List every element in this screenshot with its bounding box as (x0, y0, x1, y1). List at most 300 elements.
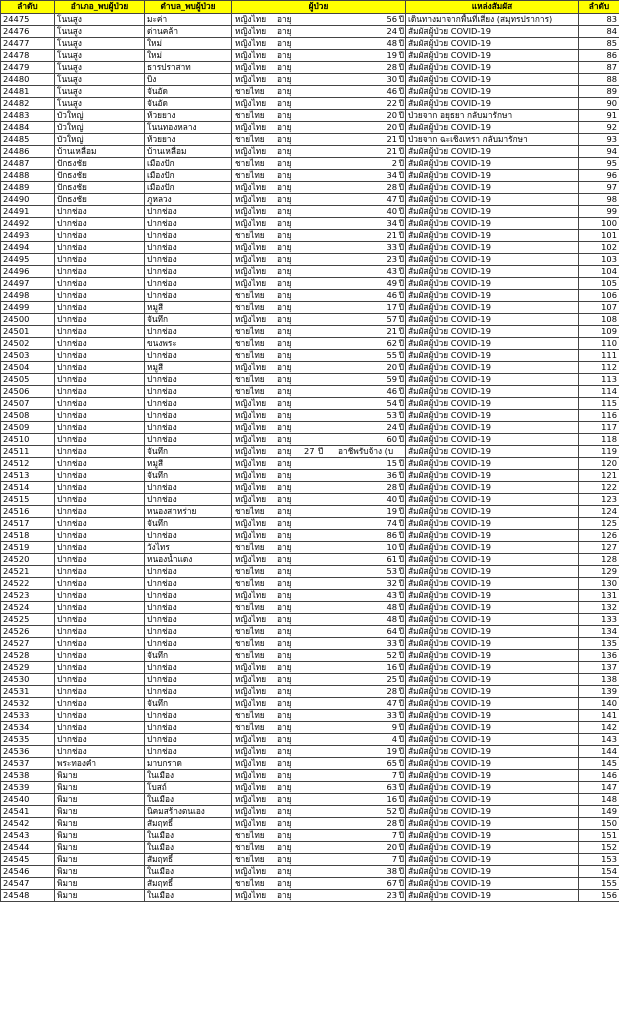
patient-age-prefix: อายุ (277, 265, 292, 276)
patient-age-unit: ปี (398, 877, 404, 888)
cell-seq: 148 (579, 793, 619, 805)
patient-age: 10 (386, 541, 397, 552)
patient-age-unit: ปี (398, 553, 404, 564)
cell-source: สัมผัสผู้ป่วย COVID-19 (406, 529, 579, 541)
cell-patient (232, 337, 406, 349)
cell-seq: 121 (579, 469, 619, 481)
cell-id: 24534 (1, 721, 55, 733)
cell-id: 24515 (1, 493, 55, 505)
patient-age-prefix: อายุ (277, 505, 292, 516)
cell-source: สัมผัสผู้ป่วย COVID-19 (406, 541, 579, 553)
patient-age-unit: ปี (398, 565, 404, 576)
patient-age-unit: ปี (398, 889, 404, 900)
table-row (1, 361, 619, 373)
patient-age: 15 (386, 457, 397, 468)
cell-source: สัมผัสผู้ป่วย COVID-19 (406, 373, 579, 385)
table-row (1, 85, 619, 97)
cell-subdistrict: ในเมือง (145, 829, 232, 841)
cell-subdistrict: สัมฤทธิ์ (145, 877, 232, 889)
table-row (1, 181, 619, 193)
patient-age: 34 (386, 217, 397, 228)
table-row (1, 229, 619, 241)
patient-age: 24 (386, 25, 397, 36)
cell-id: 24541 (1, 805, 55, 817)
cell-district: ปากช่อง (55, 301, 145, 313)
cell-district: ปากช่อง (55, 469, 145, 481)
header-subdistrict: ตำบล_พบผู้ป่วย (145, 1, 232, 14)
patient-age-prefix: อายุ (277, 865, 292, 876)
patient-age-unit: ปี (398, 685, 404, 696)
cell-source: สัมผัสผู้ป่วย COVID-19 (406, 589, 579, 601)
table-row (1, 37, 619, 49)
patient-gender: หญิงไทย (235, 25, 267, 36)
cell-district: ปักธงชัย (55, 157, 145, 169)
cell-district: พิมาย (55, 817, 145, 829)
cell-seq: 101 (579, 229, 619, 241)
cell-district: ปากช่อง (55, 745, 145, 757)
patient-gender: หญิงไทย (235, 817, 267, 828)
cell-seq: 134 (579, 625, 619, 637)
cell-seq: 137 (579, 661, 619, 673)
cell-id: 24477 (1, 37, 55, 49)
cell-subdistrict: ปากช่อง (145, 745, 232, 757)
cell-id: 24475 (1, 13, 55, 25)
cell-id: 24490 (1, 193, 55, 205)
cell-id: 24501 (1, 325, 55, 337)
patient-age-unit: ปี (398, 301, 404, 312)
patient-gender: ชายไทย (235, 541, 265, 552)
cell-id: 24535 (1, 733, 55, 745)
patient-age-unit: ปี (398, 169, 404, 180)
cell-source: สัมผัสผู้ป่วย COVID-19 (406, 193, 579, 205)
patient-gender: ชายไทย (235, 853, 265, 864)
patient-age-unit: ปี (398, 697, 404, 708)
cell-district: พิมาย (55, 805, 145, 817)
cell-id: 24543 (1, 829, 55, 841)
patient-gender: ชายไทย (235, 505, 265, 516)
cell-seq: 124 (579, 505, 619, 517)
patient-age-prefix: อายุ (277, 121, 292, 132)
patient-age-prefix: อายุ (277, 613, 292, 624)
cell-district: บ้านเหลื่อม (55, 145, 145, 157)
cell-seq: 103 (579, 253, 619, 265)
cell-patient (232, 13, 406, 25)
cell-district: ปากช่อง (55, 589, 145, 601)
patient-gender: ชายไทย (235, 289, 265, 300)
table-row (1, 757, 619, 769)
cell-patient (232, 61, 406, 73)
cell-seq: 98 (579, 193, 619, 205)
cell-subdistrict: ปากช่อง (145, 229, 232, 241)
patient-age-unit: ปี (398, 457, 404, 468)
patient-age: 25 (386, 673, 397, 684)
patient-age-unit: ปี (398, 37, 404, 48)
cell-seq: 96 (579, 169, 619, 181)
patient-age-prefix: อายุ (277, 229, 292, 240)
patient-age: 64 (386, 625, 397, 636)
cell-id: 24481 (1, 85, 55, 97)
patient-age-prefix: อายุ (277, 469, 292, 480)
table-row (1, 673, 619, 685)
cell-seq: 97 (579, 181, 619, 193)
patient-age-prefix: อายุ (277, 685, 292, 696)
cell-patient (232, 253, 406, 265)
cell-subdistrict: เมืองปัก (145, 181, 232, 193)
cell-subdistrict: ปากช่อง (145, 529, 232, 541)
cell-source: สัมผัสผู้ป่วย COVID-19 (406, 493, 579, 505)
table-row (1, 13, 619, 25)
cell-subdistrict: ภูหลวง (145, 193, 232, 205)
cell-id: 24531 (1, 685, 55, 697)
cell-patient (232, 469, 406, 481)
cell-district: ปากช่อง (55, 709, 145, 721)
patient-gender: หญิงไทย (235, 277, 267, 288)
cell-seq: 116 (579, 409, 619, 421)
patient-gender: ชายไทย (235, 625, 265, 636)
patient-gender: หญิงไทย (235, 769, 267, 780)
patient-age: 17 (386, 301, 397, 312)
patient-gender: หญิงไทย (235, 805, 267, 816)
cell-seq: 133 (579, 613, 619, 625)
cell-seq: 136 (579, 649, 619, 661)
patient-age-unit: ปี (398, 373, 404, 384)
patient-age-prefix: อายุ (277, 709, 292, 720)
cell-source: สัมผัสผู้ป่วย COVID-19 (406, 217, 579, 229)
cell-seq: 85 (579, 37, 619, 49)
cell-subdistrict: ธารปราสาท (145, 61, 232, 73)
cell-id: 24522 (1, 577, 55, 589)
patient-age: 22 (386, 97, 397, 108)
cell-district: ปากช่อง (55, 529, 145, 541)
table-row (1, 97, 619, 109)
patient-age: 7 (391, 829, 397, 840)
patient-age: 16 (386, 661, 397, 672)
patient-age-prefix: อายุ (277, 577, 292, 588)
cell-patient (232, 529, 406, 541)
patient-age-prefix: อายุ (277, 169, 292, 180)
table-row (1, 205, 619, 217)
cell-subdistrict: ห้วยยาง (145, 133, 232, 145)
cell-district: ปากช่อง (55, 661, 145, 673)
cell-subdistrict: หมูสี (145, 361, 232, 373)
patient-age-unit: ปี (398, 313, 404, 324)
cell-subdistrict: ปากช่อง (145, 493, 232, 505)
cell-patient (232, 133, 406, 145)
cell-patient (232, 121, 406, 133)
patient-age-unit: ปี (398, 589, 404, 600)
cell-patient (232, 49, 406, 61)
patient-gender: หญิงไทย (235, 49, 267, 60)
cell-seq: 86 (579, 49, 619, 61)
table-row (1, 517, 619, 529)
cell-id: 24498 (1, 289, 55, 301)
cell-patient (232, 721, 406, 733)
cell-seq: 156 (579, 889, 619, 901)
cell-district: ปากช่อง (55, 265, 145, 277)
table-row (1, 313, 619, 325)
cell-source: สัมผัสผู้ป่วย COVID-19 (406, 325, 579, 337)
cell-source: สัมผัสผู้ป่วย COVID-19 (406, 769, 579, 781)
cell-seq: 108 (579, 313, 619, 325)
cell-seq: 120 (579, 457, 619, 469)
cell-seq: 105 (579, 277, 619, 289)
cell-subdistrict: ด่านคล้า (145, 25, 232, 37)
cell-patient (232, 433, 406, 445)
cell-seq: 140 (579, 697, 619, 709)
patient-age: 52 (386, 649, 397, 660)
patient-age-prefix: อายุ (277, 157, 292, 168)
cell-patient (232, 865, 406, 877)
cell-source: สัมผัสผู้ป่วย COVID-19 (406, 829, 579, 841)
cell-source: สัมผัสผู้ป่วย COVID-19 (406, 685, 579, 697)
patient-age-prefix: อายุ (277, 733, 292, 744)
cell-source: สัมผัสผู้ป่วย COVID-19 (406, 169, 579, 181)
cell-subdistrict: ปากช่อง (145, 565, 232, 577)
cell-source: สัมผัสผู้ป่วย COVID-19 (406, 445, 579, 457)
patient-age: 33 (386, 709, 397, 720)
cell-subdistrict: ปากช่อง (145, 253, 232, 265)
patient-age-prefix: อายุ (277, 373, 292, 384)
cell-district: โนนสูง (55, 97, 145, 109)
patient-age-unit: ปี (398, 865, 404, 876)
table-row (1, 193, 619, 205)
patient-age: 63 (386, 781, 397, 792)
table-row (1, 853, 619, 865)
cell-patient (232, 73, 406, 85)
patient-age: 20 (386, 109, 397, 120)
cell-district: พิมาย (55, 853, 145, 865)
patient-age-prefix: อายุ (277, 829, 292, 840)
patient-age-unit: ปี (398, 709, 404, 720)
cell-subdistrict: นิคมสร้างตนเอง (145, 805, 232, 817)
cell-subdistrict: เมืองปัก (145, 169, 232, 181)
table-row (1, 49, 619, 61)
cell-subdistrict: จันทึก (145, 469, 232, 481)
cell-seq: 142 (579, 721, 619, 733)
cell-subdistrict: บ้านเหลื่อม (145, 145, 232, 157)
cell-source: สัมผัสผู้ป่วย COVID-19 (406, 289, 579, 301)
cell-patient (232, 157, 406, 169)
cell-subdistrict: ขนงพระ (145, 337, 232, 349)
patient-age: 48 (386, 37, 397, 48)
cell-source: สัมผัสผู้ป่วย COVID-19 (406, 853, 579, 865)
cell-subdistrict: ปากช่อง (145, 241, 232, 253)
table-row (1, 613, 619, 625)
cell-seq: 113 (579, 373, 619, 385)
cell-patient (232, 313, 406, 325)
cell-district: ปากช่อง (55, 457, 145, 469)
patient-age-prefix: อายุ (277, 217, 292, 228)
cell-source: สัมผัสผู้ป่วย COVID-19 (406, 601, 579, 613)
cell-source: สัมผัสผู้ป่วย COVID-19 (406, 577, 579, 589)
cell-district: ปากช่อง (55, 553, 145, 565)
cell-patient (232, 709, 406, 721)
cell-subdistrict: โนนทองหลาง (145, 121, 232, 133)
table-row (1, 541, 619, 553)
patient-age: 55 (386, 349, 397, 360)
patient-age-prefix: อายุ (277, 445, 292, 456)
patient-age-prefix: อายุ (277, 145, 292, 156)
cell-seq: 138 (579, 673, 619, 685)
cell-id: 24517 (1, 517, 55, 529)
cell-id: 24507 (1, 397, 55, 409)
cell-seq: 114 (579, 385, 619, 397)
patient-age-unit: ปี (398, 601, 404, 612)
patient-age-unit: ปี (398, 121, 404, 132)
patient-age-unit: ปี (398, 325, 404, 336)
patient-age-prefix: อายุ (277, 589, 292, 600)
cell-district: ปักธงชัย (55, 181, 145, 193)
cell-patient (232, 361, 406, 373)
cell-id: 24506 (1, 385, 55, 397)
cell-patient (232, 673, 406, 685)
table-row (1, 61, 619, 73)
cell-seq: 111 (579, 349, 619, 361)
header-seq: ลำดับ (579, 1, 619, 14)
patient-gender: หญิงไทย (235, 685, 267, 696)
cell-district: พิมาย (55, 829, 145, 841)
cell-source: สัมผัสผู้ป่วย COVID-19 (406, 409, 579, 421)
patient-age-prefix: อายุ (277, 433, 292, 444)
cell-patient (232, 373, 406, 385)
cell-source: สัมผัสผู้ป่วย COVID-19 (406, 781, 579, 793)
cell-source: สัมผัสผู้ป่วย COVID-19 (406, 709, 579, 721)
cell-seq: 94 (579, 145, 619, 157)
cell-subdistrict: ใหม่ (145, 49, 232, 61)
patient-age: 61 (386, 553, 397, 564)
patient-gender: หญิงไทย (235, 793, 267, 804)
cell-id: 24476 (1, 25, 55, 37)
cell-source: สัมผัสผู้ป่วย COVID-19 (406, 865, 579, 877)
cell-source: สัมผัสผู้ป่วย COVID-19 (406, 313, 579, 325)
patient-age-unit: ปี (398, 97, 404, 108)
patient-gender: หญิงไทย (235, 97, 267, 108)
cell-id: 24536 (1, 745, 55, 757)
table-row (1, 73, 619, 85)
table-row (1, 325, 619, 337)
cell-subdistrict: จันทึก (145, 649, 232, 661)
cell-patient (232, 661, 406, 673)
table-row (1, 457, 619, 469)
cell-source: สัมผัสผู้ป่วย COVID-19 (406, 349, 579, 361)
cell-patient (232, 853, 406, 865)
cell-seq: 119 (579, 445, 619, 457)
cell-seq: 123 (579, 493, 619, 505)
cell-patient (232, 793, 406, 805)
cell-district: โนนสูง (55, 37, 145, 49)
cell-seq: 126 (579, 529, 619, 541)
patient-age: 57 (386, 313, 397, 324)
patient-age: 23 (386, 889, 397, 900)
cell-id: 24499 (1, 301, 55, 313)
cell-subdistrict: ปากช่อง (145, 709, 232, 721)
cell-seq: 141 (579, 709, 619, 721)
cell-seq: 102 (579, 241, 619, 253)
cell-source: สัมผัสผู้ป่วย COVID-19 (406, 433, 579, 445)
patient-age-prefix: อายุ (277, 841, 292, 852)
cell-seq: 145 (579, 757, 619, 769)
cell-district: ปากช่อง (55, 445, 145, 457)
cell-id: 24520 (1, 553, 55, 565)
patient-gender: ชายไทย (235, 637, 265, 648)
patient-gender: ชายไทย (235, 157, 265, 168)
cell-patient (232, 877, 406, 889)
patient-age-prefix: อายุ (277, 313, 292, 324)
cell-subdistrict: ปากช่อง (145, 733, 232, 745)
table-row (1, 277, 619, 289)
cell-subdistrict: ปากช่อง (145, 577, 232, 589)
cell-patient (232, 733, 406, 745)
cell-district: ปากช่อง (55, 649, 145, 661)
cell-patient (232, 205, 406, 217)
cell-id: 24508 (1, 409, 55, 421)
patient-age: 48 (386, 613, 397, 624)
table-row (1, 745, 619, 757)
patient-gender: หญิงไทย (235, 73, 267, 84)
patient-age-prefix: อายุ (277, 757, 292, 768)
cell-patient (232, 457, 406, 469)
patient-gender: ชายไทย (235, 565, 265, 576)
cell-seq: 95 (579, 157, 619, 169)
cell-patient (232, 169, 406, 181)
table-row (1, 409, 619, 421)
cell-source: สัมผัสผู้ป่วย COVID-19 (406, 649, 579, 661)
cell-subdistrict: ปากช่อง (145, 613, 232, 625)
patient-age: 47 (386, 193, 397, 204)
patient-age-unit: ปี (398, 433, 404, 444)
cell-district: ปากช่อง (55, 385, 145, 397)
cell-district: ปักธงชัย (55, 169, 145, 181)
cell-district: โนนสูง (55, 25, 145, 37)
cell-patient (232, 649, 406, 661)
cell-seq: 118 (579, 433, 619, 445)
cell-patient (232, 553, 406, 565)
cell-source: สัมผัสผู้ป่วย COVID-19 (406, 253, 579, 265)
patient-age: 21 (386, 133, 397, 144)
cell-subdistrict: ใหม่ (145, 37, 232, 49)
cell-source: สัมผัสผู้ป่วย COVID-19 (406, 229, 579, 241)
cell-id: 24497 (1, 277, 55, 289)
cell-seq: 99 (579, 205, 619, 217)
cell-district: ปากช่อง (55, 313, 145, 325)
cell-subdistrict: ปากช่อง (145, 481, 232, 493)
patient-age: 19 (386, 49, 397, 60)
patient-age-unit: ปี (398, 25, 404, 36)
table-row (1, 685, 619, 697)
cell-patient (232, 817, 406, 829)
patient-age: 47 (386, 697, 397, 708)
cell-subdistrict: สัมฤทธิ์ (145, 853, 232, 865)
patient-gender: ชายไทย (235, 349, 265, 360)
patient-age-unit: ปี (398, 133, 404, 144)
cell-source: สัมผัสผู้ป่วย COVID-19 (406, 661, 579, 673)
patient-age-prefix: อายุ (277, 673, 292, 684)
patient-gender: ชายไทย (235, 133, 265, 144)
patient-age-unit: ปี (398, 193, 404, 204)
cell-id: 24525 (1, 613, 55, 625)
patient-age-unit: ปี (318, 445, 324, 456)
patient-gender: หญิงไทย (235, 889, 267, 900)
patient-gender: หญิงไทย (235, 865, 267, 876)
cell-id: 24486 (1, 145, 55, 157)
cell-source: ป่วยจาก อยุธยา กลับมารักษา (406, 109, 579, 121)
cell-district: บัวใหญ่ (55, 133, 145, 145)
patient-age: 19 (386, 505, 397, 516)
cell-seq: 117 (579, 421, 619, 433)
patient-gender: ชายไทย (235, 709, 265, 720)
cell-seq: 93 (579, 133, 619, 145)
cell-id: 24528 (1, 649, 55, 661)
